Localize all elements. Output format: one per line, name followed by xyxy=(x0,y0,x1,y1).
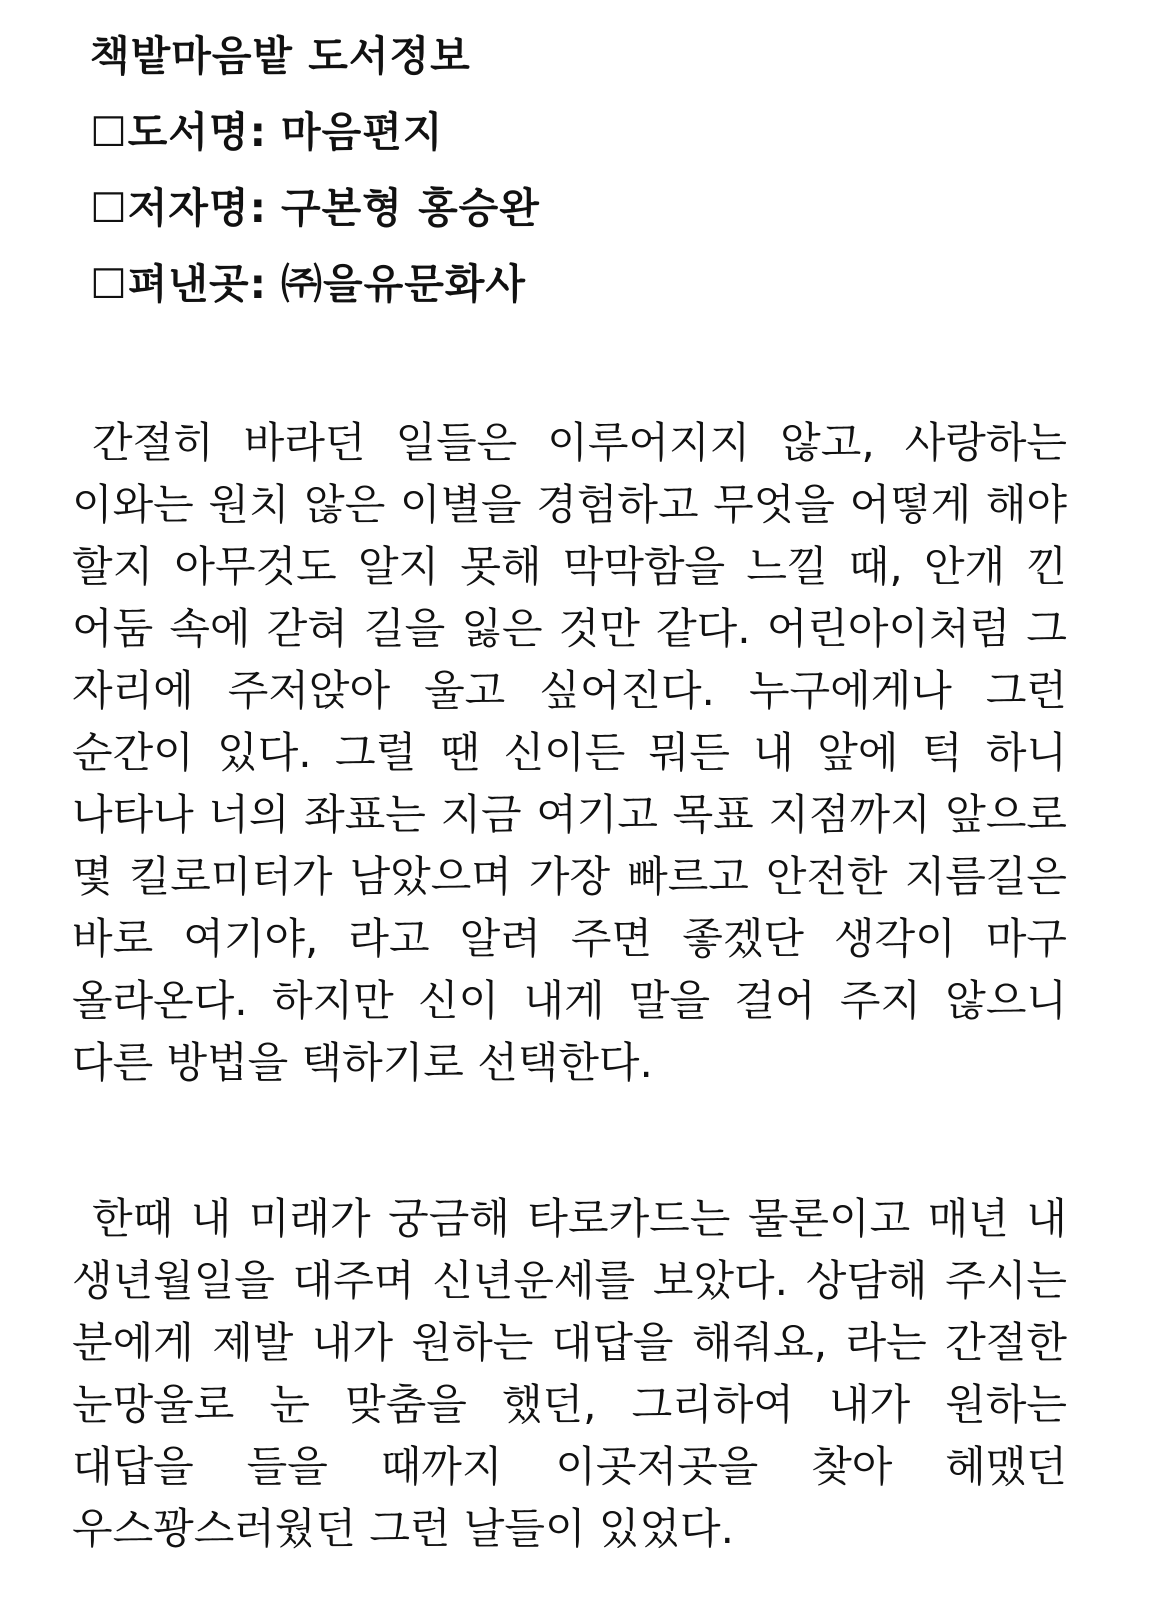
book-publisher-value: ㈜을유문화사 xyxy=(280,260,527,308)
book-author-row xyxy=(90,170,1090,246)
body-paragraph: 한때 내 미래가 궁금해 타로카드는 물론이고 매년 내 생년월일을 대주며 신년운세를 보았다. 상담해 주시는 분에게 제발 내가 원하는 대답을 해줘요, 라는 간절한 눈망울로 눈 맞춤을 했던, 그리하여 내가 원하는 대답을 들을 때까지 이곳저곳을 찾아 헤맸던 우스꽝스러웠던 그런 날들이 있었다. xyxy=(72,1194,1067,1553)
page-title: 책밭마음밭 도서정보 xyxy=(90,32,471,80)
book-publisher-label: ☐펴낸곳: xyxy=(90,260,267,308)
book-author-value: 구본형 홍승완 xyxy=(280,184,540,232)
body-paragraph: 간절히 바라던 일들은 이루어지지 않고, 사랑하는 이와는 원치 않은 이별을 경험하고 무엇을 어떻게 해야 할지 아무것도 알지 못해 막막함을 느낄 때, 안개 낀 어둠 속에 갇혀 길을 잃은 것만 같다. 어린아이처럼 그 자리에 주저앉아 울고 싶어진다. 누구에게나 그런 순간이 있다. 그럴 땐 신이든 뭐든 내 앞에 턱 하니 나타나 너의 좌표는 지금 여기고 목표 지점까지 앞으로 몇 킬로미터가 남았으며 가장 빠르고 안전한 지름길은 바로 여기야, 라고 알려 주면 좋겠단 생각이 마구 올라온다. 하지만 신이 내게 말을 걸어 주지 않으니 다른 방법을 택하기로 선택한다. xyxy=(72,418,1067,1087)
book-title-row xyxy=(90,94,1090,170)
book-publisher-row xyxy=(90,246,1090,322)
book-title-value: 마음편지 xyxy=(280,108,444,156)
book-author-label: ☐저자명: xyxy=(90,184,267,232)
book-info-block xyxy=(90,18,1090,322)
book-title-label: ☐도서명: xyxy=(90,108,267,156)
